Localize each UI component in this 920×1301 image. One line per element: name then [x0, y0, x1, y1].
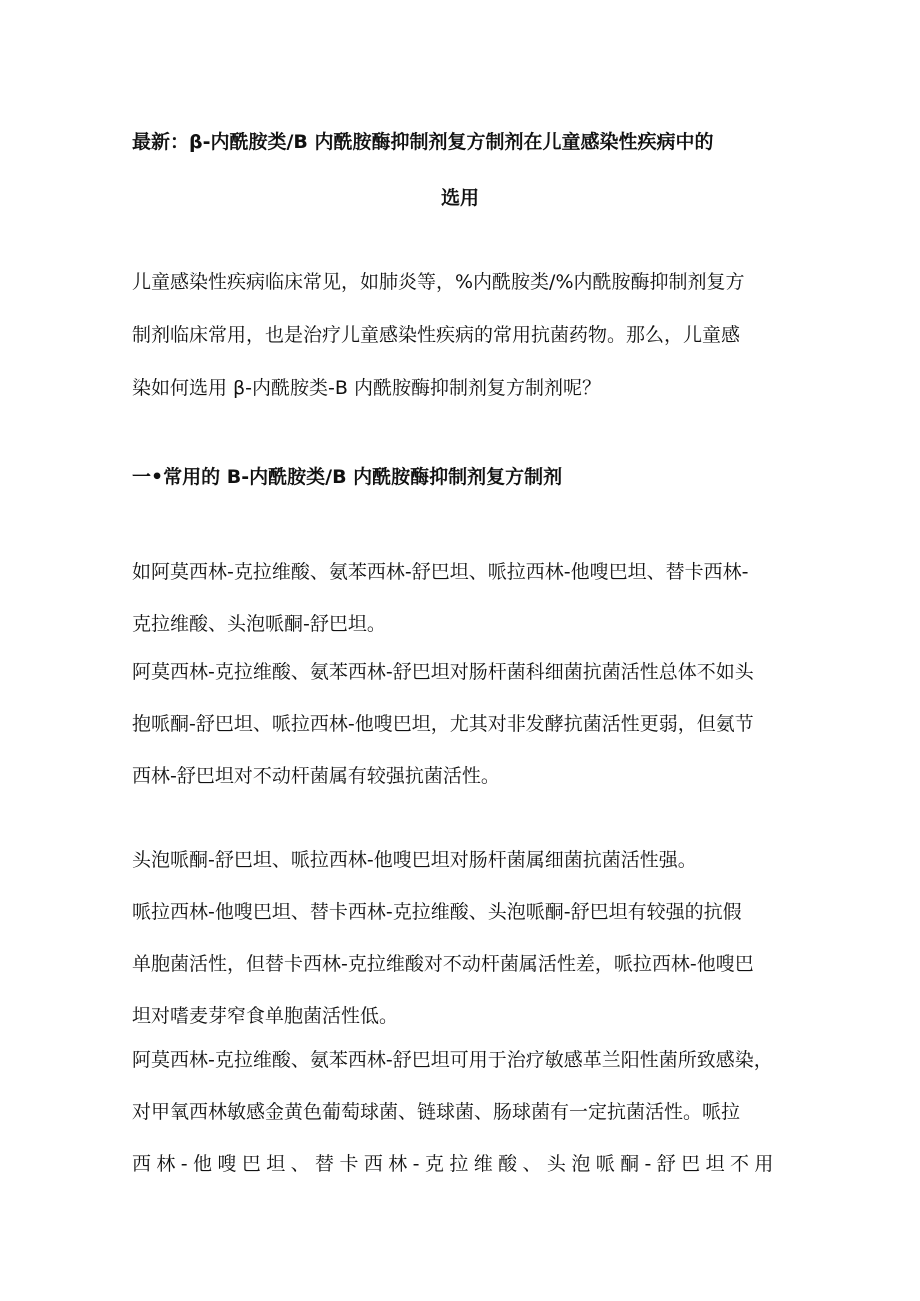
- paragraph-line: 克拉维酸、头泡哌酮-舒巴坦。: [132, 613, 386, 635]
- paragraph-line: 染如何选用 β-内酰胺类-Β 内酰胺酶抑制剂复方制剂呢？: [132, 377, 601, 399]
- paragraph-line: 抱哌酮-舒巴坦、哌拉西林-他嗖巴坦，尤其对非发酵抗菌活性更弱，但氨节: [132, 713, 754, 735]
- paragraph-line: 西林-舒巴坦对不动杆菌属有较强抗菌活性。: [132, 765, 500, 787]
- paragraph-line: 西林-他嗖巴坦、替卡西林-克拉维酸、头泡哌酮-舒巴坦不用: [132, 1153, 779, 1175]
- paragraph-line: 阿莫西林-克拉维酸、氨苯西林-舒巴坦可用于治疗敏感革兰阳性菌所致感染，: [132, 1049, 773, 1071]
- paragraph-line: 单胞菌活性，但替卡西林-克拉维酸对不动杆菌属活性差，哌拉西林-他嗖巴: [132, 953, 754, 975]
- body-paragraph: [132, 846, 792, 898]
- body-paragraph: [132, 558, 792, 662]
- paragraph-line: 如阿莫西林-克拉维酸、氨苯西林-舒巴坦、哌拉西林-他嗖巴坦、替卡西林-: [132, 561, 749, 583]
- intro-paragraph: [132, 268, 792, 427]
- paragraph-line: 对甲氧西林敏感金黄色葡萄球菌、链球菌、肠球菌有一定抗菌活性。哌拉: [132, 1101, 741, 1123]
- section-heading: 一•常用的 Β-内酰胺类/Β 内酰胺酶抑制剂复方制剂: [132, 466, 563, 488]
- paragraph-line: 阿莫西林-克拉维酸、氨苯西林-舒巴坦对肠杆菌科细菌抗菌活性总体不如头: [132, 661, 754, 683]
- document-title-line-1: 最新：β-内酰胺类/Β 内酰胺酶抑制剂复方制剂在儿童感染性疾病中的: [132, 131, 714, 153]
- paragraph-line: 头泡哌酮-舒巴坦、哌拉西林-他嗖巴坦对肠杆菌属细菌抗菌活性强。: [132, 849, 697, 871]
- body-paragraph: [132, 898, 792, 1054]
- document-title-line-2: 选用: [440, 187, 479, 209]
- body-paragraph: [132, 658, 792, 814]
- paragraph-line: 坦对嗜麦芽窄食单胞菌活性低。: [132, 1005, 399, 1027]
- paragraph-line: 制剂临床常用，也是治疗儿童感染性疾病的常用抗菌药物。那么，儿童感: [132, 324, 741, 346]
- paragraph-line: 哌拉西林-他嗖巴坦、替卡西林-克拉维酸、头泡哌酮-舒巴坦有较强的抗假: [132, 901, 742, 923]
- body-paragraph: [132, 1046, 792, 1202]
- paragraph-line: 儿童感染性疾病临床常见，如肺炎等，%内酰胺类/%内酰胺酶抑制剂复方: [132, 271, 745, 293]
